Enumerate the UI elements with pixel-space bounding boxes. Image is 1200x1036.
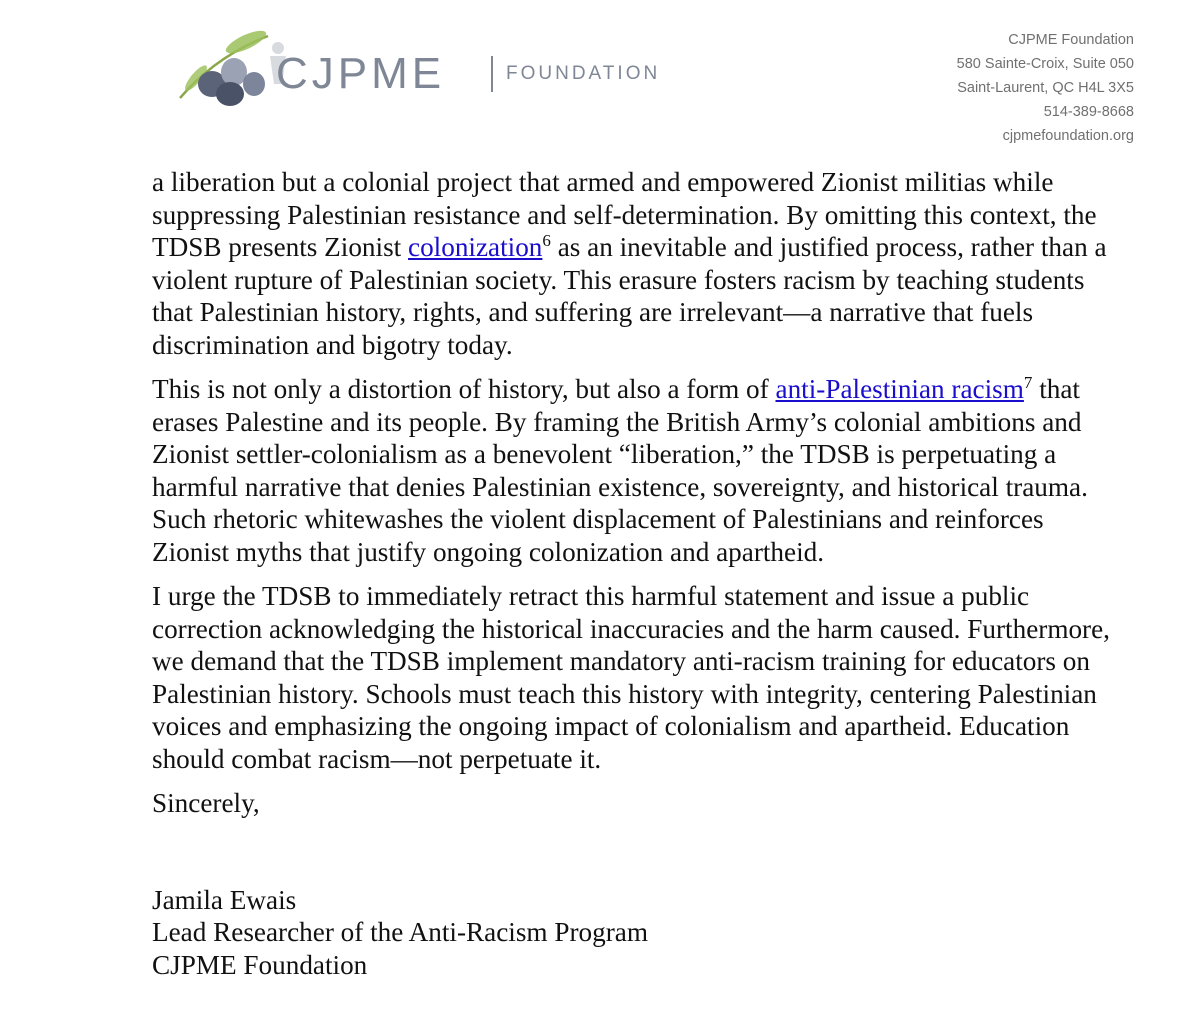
letter-body [152, 166, 1122, 981]
logo-subtitle: FOUNDATION [506, 63, 661, 84]
address-phone: 514-389-8668 [1043, 104, 1134, 120]
olive-branch-icon [176, 26, 286, 110]
anti-palestinian-racism-link[interactable]: anti-Palestinian racism [775, 374, 1024, 404]
address-org: CJPME Foundation [1008, 32, 1134, 48]
logo-wordmark: CJPME [276, 49, 446, 98]
footnote-marker-6: 6 [542, 230, 551, 250]
signatory-name: Jamila Ewais [152, 884, 297, 915]
paragraph-2-text-start: This is not only a distortion of history, but also a form of [152, 374, 776, 404]
paragraph-2-text-end: that erases Palestine and its people. By framing the British Army’s colonial ambitions and Zionist settler-colonialism as a benevolent “liberation,” the TDSB is perpetuating a harmful narrative that denies Palestinian existence, sovereignty, and historical trauma. Such rhetoric whitewashes the violent displacement of Palestinians and reinforces Zionist myths that justify ongoing colonization and apartheid. [152, 374, 1088, 567]
closing: Sincerely, [152, 788, 260, 818]
address-website: cjpmefoundation.org [1002, 128, 1134, 144]
footnote-marker-7: 7 [1023, 372, 1033, 392]
signature-block [152, 884, 1122, 982]
paragraph-1 [152, 166, 1122, 361]
signatory-title: Lead Researcher of the Anti-Racism Program [152, 917, 648, 947]
logo-divider [491, 56, 493, 92]
paragraph-1-text-start: a liberation but a colonial project that armed and empowered Zionist militias while suppressing Palestinian resistance and self-determination. By omitting this context, the TDSB presents Zionist [152, 167, 1097, 262]
paragraph-3: I urge the TDSB to immediately retract this harmful statement and issue a public correction acknowledging the historical inaccuracies and the harm caused. Furthermore, we demand that the TDSB implement mandatory anti-racism training for educators on Palestinian history. Schools must teach this history with integrity, centering Palestinian voices and emphasizing the ongoing impact of colonialism and apartheid. Education should combat racism—not perpetuate it. [152, 581, 1110, 774]
letterhead [0, 0, 1200, 160]
address-city: Saint-Laurent, QC H4L 3X5 [957, 80, 1134, 96]
address-block [957, 28, 1134, 148]
paragraph-2 [152, 373, 1122, 568]
address-street: 580 Sainte-Croix, Suite 050 [956, 56, 1134, 72]
colonization-link[interactable]: colonization [408, 232, 543, 262]
cjpme-foundation-logo [176, 26, 716, 110]
paragraph-1-text-end: as an inevitable and justified process, rather than a violent rupture of Palestinian society. This erasure fosters racism by teaching students that Palestinian history, rights, and suffering are irrelevant—a narrative that fuels discrimination and bigotry today. [152, 232, 1107, 360]
signatory-org: CJPME Foundation [152, 949, 368, 980]
